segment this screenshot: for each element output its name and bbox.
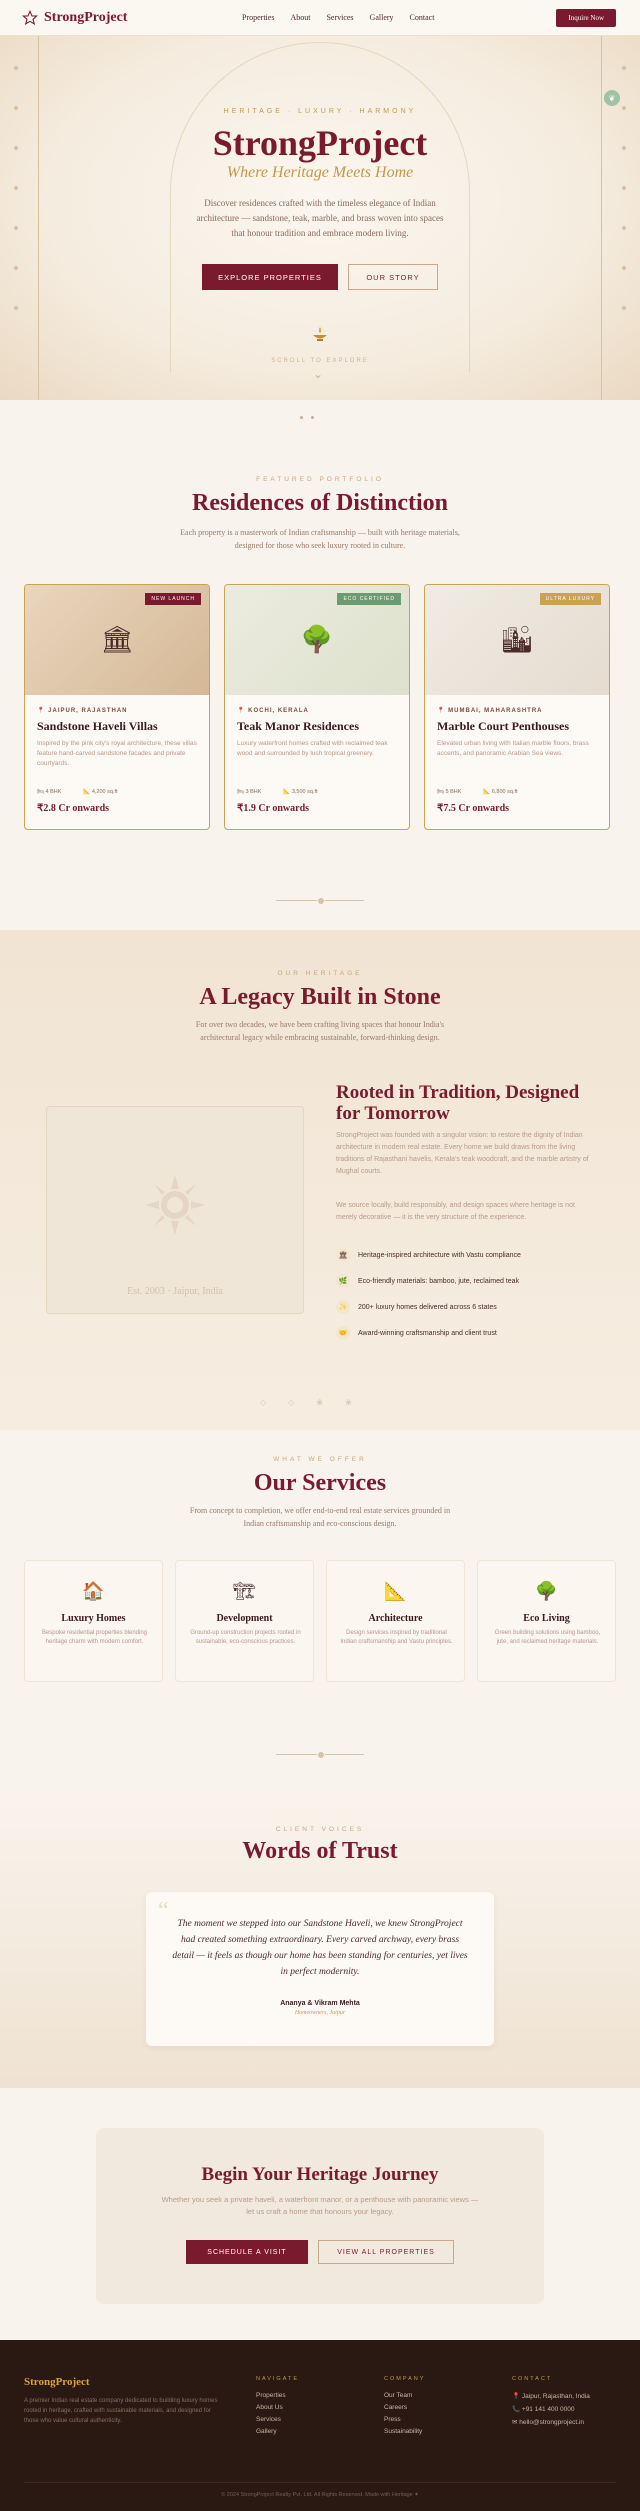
- property-cards: [24, 584, 610, 830]
- legacy-lead: For over two decades, we have been crafting living spaces that honour India's architectural legacy while embracing sustainable, forward-thinking design.: [195, 1020, 445, 1042]
- quote-mark-icon: “: [158, 1898, 169, 1924]
- footer-description: A premier Indian real estate company dedicated to building luxury homes rooted in heritage, crafted with sustainable materials, and designed for those who value cultural authenticity.: [24, 2398, 218, 2424]
- legacy-heading: Rooted in Tradition, Designed for Tomorrow: [336, 1082, 580, 1124]
- bed-icon: 🛏 4 BHK: [37, 789, 62, 795]
- testimonial-author: Ananya & Vikram Mehta: [280, 2000, 360, 2007]
- footer-link[interactable]: Properties: [256, 2392, 286, 2399]
- hero-subtitle: Where Heritage Meets Home: [226, 164, 414, 181]
- top-navbar: [0, 0, 640, 36]
- hero-description: Discover residences crafted with the timeless elegance of Indian architecture — sandstone, teak, marble, and brass woven into spaces that honour tradition and embrace modern living.: [196, 198, 444, 238]
- pin-icon: 📍: [437, 708, 446, 714]
- section-divider: [276, 1750, 364, 1758]
- property-description: Inspired by the pink city's royal architecture, these villas feature hand-carved sandstone facades and private courtyards.: [37, 740, 197, 767]
- property-tag: NEW LAUNCH: [145, 593, 201, 605]
- property-card[interactable]: [224, 584, 410, 830]
- footer-link[interactable]: Gallery: [256, 2428, 277, 2435]
- property-price: ₹7.5 Cr onwards: [437, 803, 510, 814]
- property-location: 📍 JAIPUR, RAJASTHAN: [37, 708, 128, 714]
- property-image: [25, 585, 209, 695]
- leaf-badge-icon: ❦: [604, 90, 620, 106]
- feature-item: ✨ 200+ luxury homes delivered across 6 states: [336, 1300, 521, 1314]
- motif-icon: ❀: [316, 1398, 324, 1407]
- crane-icon: 🏗: [233, 1581, 256, 1601]
- portfolio-lead: Each property is a masterwork of Indian craftsmanship — built with heritage materials, designed for those who seek luxury rooted in culture.: [180, 528, 460, 550]
- property-meta: [37, 789, 118, 795]
- legacy-title: A Legacy Built in Stone: [199, 984, 441, 1010]
- feature-item: 🤝 Award-winning craftsmanship and client trust: [336, 1326, 521, 1340]
- property-tag: ULTRA LUXURY: [540, 593, 601, 605]
- footer-column-title: NAVIGATE: [256, 2376, 299, 2382]
- building-icon: 🏛: [100, 625, 134, 654]
- footer-brand[interactable]: StrongProject: [24, 2376, 90, 2388]
- tree-icon: 🌳: [300, 625, 334, 654]
- sparkle-icon: ✨: [336, 1300, 350, 1314]
- property-meta: [437, 789, 518, 795]
- service-description: Ground-up construction projects rooted in sustainable, eco-conscious practices.: [190, 1630, 301, 1645]
- legacy-image: [46, 1106, 304, 1314]
- service-description: Green building solutions using bamboo, jute, and reclaimed heritage materials.: [494, 1630, 601, 1645]
- property-meta: [237, 789, 318, 795]
- footer-contact-email[interactable]: ✉ hello@strongproject.in: [512, 2419, 585, 2426]
- footer-link[interactable]: Our Team: [384, 2392, 413, 2399]
- footer-link[interactable]: About Us: [256, 2404, 283, 2411]
- nav-link-about[interactable]: About: [290, 13, 311, 22]
- property-card[interactable]: [424, 584, 610, 830]
- nav-link-services[interactable]: Services: [326, 13, 354, 22]
- property-name: Sandstone Haveli Villas: [37, 719, 158, 733]
- city-icon: 🏙: [500, 625, 534, 654]
- services-lead: From concept to completion, we offer end-to-end real estate services grounded in Indian craftsmanship and eco-conscious design.: [189, 1506, 451, 1528]
- footer-column-title: CONTACT: [512, 2376, 553, 2382]
- testimonial-card: [146, 1892, 494, 2046]
- service-card[interactable]: [24, 1560, 163, 1682]
- testimonial-quote: The moment we stepped into our Sandstone Haveli, we knew StrongProject had created something extraordinary. Every carved archway, every brass detail — it feels as though our home has been standing for centuries, yet lives in perfect modernity.: [172, 1919, 468, 1977]
- property-price: ₹2.8 Cr onwards: [37, 803, 110, 814]
- service-card[interactable]: [477, 1560, 616, 1682]
- legacy-feature-list: [336, 1248, 521, 1340]
- feature-item: 🏛 Heritage-inspired architecture with Vastu compliance: [336, 1248, 521, 1262]
- decorative-dots-left: [14, 66, 18, 310]
- service-card[interactable]: [326, 1560, 465, 1682]
- carousel-dots: [300, 416, 314, 419]
- area-icon: 📐 4,200 sq.ft: [83, 789, 118, 795]
- property-location: 📍 MUMBAI, MAHARASHTRA: [437, 708, 543, 714]
- chevron-down-icon[interactable]: ⌄: [313, 367, 324, 381]
- footer: [0, 2340, 640, 2511]
- temple-icon: 🏛: [336, 1248, 350, 1262]
- our-story-button[interactable]: OUR STORY: [348, 264, 438, 290]
- nav-link-properties[interactable]: Properties: [242, 13, 275, 22]
- services-kicker: WHAT WE OFFER: [273, 1456, 367, 1463]
- star-logo-icon: [22, 10, 38, 26]
- testimonial-kicker: CLIENT VOICES: [275, 1826, 365, 1833]
- schedule-visit-button[interactable]: SCHEDULE A VISIT: [186, 2240, 308, 2264]
- property-location: 📍 KOCHI, KERALA: [237, 708, 309, 714]
- property-image: [225, 585, 409, 695]
- testimonial-role: Homeowners, Jaipur: [294, 2010, 346, 2016]
- footer-navigate-column: [256, 2376, 299, 2440]
- feature-item: 🌿 Eco-friendly materials: bamboo, jute, reclaimed teak: [336, 1274, 521, 1288]
- property-card[interactable]: [24, 584, 210, 830]
- footer-link[interactable]: Services: [256, 2416, 281, 2423]
- footer-link[interactable]: Careers: [384, 2404, 408, 2411]
- house-icon: 🏠: [82, 1581, 105, 1601]
- bed-icon: 🛏 5 BHK: [437, 789, 462, 795]
- services-grid: [24, 1560, 616, 1682]
- cta-description: Whether you seek a private haveli, a waterfront manor, or a penthouse with panoramic views — let us craft a home that honours your legacy.: [161, 2195, 479, 2216]
- footer-contact-address: 📍 Jaipur, Rajasthan, India: [512, 2393, 590, 2400]
- property-name: Marble Court Penthouses: [437, 719, 569, 733]
- tree-icon: 🌳: [535, 1581, 558, 1601]
- testimonial-title: Words of Trust: [242, 1838, 398, 1864]
- service-title: Luxury Homes: [61, 1613, 126, 1624]
- property-tag: ECO CERTIFIED: [337, 593, 401, 605]
- decorative-motif-row: [260, 1398, 352, 1407]
- sun-motif-icon: [143, 1173, 207, 1237]
- footer-copyright: © 2024 StrongProject Realty Pvt. Ltd. All Rights Reserved. Made with Heritage ✦: [221, 2492, 419, 2498]
- section-divider: [276, 896, 364, 904]
- pin-icon: 📍: [237, 708, 246, 714]
- portfolio-title: Residences of Distinction: [192, 490, 448, 516]
- legacy-kicker: OUR HERITAGE: [277, 970, 363, 977]
- leaf-icon: 🌿: [336, 1274, 350, 1288]
- bed-icon: 🛏 3 BHK: [237, 789, 262, 795]
- brand-logo[interactable]: [22, 10, 127, 26]
- service-title: Eco Living: [523, 1613, 570, 1624]
- cta-banner: [96, 2128, 544, 2304]
- service-description: Design services inspired by traditional Indian craftsmanship and Vastu principles.: [340, 1630, 453, 1645]
- footer-contact-column: [512, 2376, 590, 2431]
- decorative-dots-right: [622, 66, 626, 310]
- handshake-icon: 🤝: [336, 1326, 350, 1340]
- nav-link-gallery[interactable]: Gallery: [369, 13, 394, 22]
- motif-icon: ❀: [345, 1398, 352, 1407]
- hero-frame-left: [38, 36, 39, 400]
- hero-frame-right: [601, 36, 602, 400]
- hero-kicker: HERITAGE · LUXURY · HARMONY: [223, 108, 417, 115]
- area-icon: 📐 6,800 sq.ft: [483, 789, 518, 795]
- legacy-paragraph-1: StrongProject was founded with a singular vision: to restore the dignity of Indian architecture in modern real estate. Every home we build draws from the living traditions of Rajasthani havelis, Kerala's teak woodcraft, and the marble artistry of Mughal courts.: [336, 1132, 589, 1175]
- cta-title: Begin Your Heritage Journey: [201, 2164, 439, 2185]
- services-title: Our Services: [253, 1470, 387, 1496]
- motif-icon: ◇: [260, 1398, 267, 1407]
- inquire-now-button[interactable]: Inquire Now: [556, 9, 616, 27]
- property-name: Teak Manor Residences: [237, 719, 360, 733]
- service-card[interactable]: [175, 1560, 314, 1682]
- footer-link[interactable]: Sustainability: [384, 2428, 423, 2435]
- area-icon: 📐 3,500 sq.ft: [283, 789, 318, 795]
- service-description: Bespoke residential properties blending heritage charm with modern comfort.: [41, 1630, 148, 1645]
- footer-contact-phone[interactable]: 📞 +91 141 400 0000: [512, 2406, 575, 2413]
- footer-company-column: [384, 2376, 425, 2440]
- property-description: Luxury waterfront homes crafted with reclaimed teak wood and surrounded by lush tropical greenery.: [237, 740, 388, 757]
- legacy-image-caption: Est. 2003 · Jaipur, India: [127, 1286, 223, 1297]
- motif-icon: ◇: [288, 1398, 295, 1407]
- view-all-properties-button[interactable]: VIEW ALL PROPERTIES: [318, 2240, 454, 2264]
- legacy-paragraph-2: We source locally, build responsibly, and design spaces where heritage is not merely decorative — it is the very structure of the experience.: [336, 1202, 575, 1221]
- diya-lamp-icon: [311, 326, 329, 342]
- triangle-ruler-icon: 📐: [384, 1581, 407, 1601]
- hero-title: StrongProject: [212, 123, 428, 163]
- property-image: [425, 585, 609, 695]
- explore-properties-button[interactable]: EXPLORE PROPERTIES: [202, 264, 338, 290]
- portfolio-kicker: FEATURED PORTFOLIO: [256, 476, 384, 483]
- service-title: Development: [216, 1613, 273, 1624]
- property-price: ₹1.9 Cr onwards: [237, 803, 310, 814]
- brand-name: StrongProject: [44, 9, 128, 25]
- nav-link-contact[interactable]: Contact: [409, 13, 435, 22]
- footer-column-title: COMPANY: [384, 2376, 426, 2382]
- scroll-hint: SCROLL TO EXPLORE: [271, 358, 369, 364]
- property-description: Elevated urban living with Italian marble floors, brass accents, and panoramic Arabian Sea views.: [437, 740, 589, 757]
- service-title: Architecture: [368, 1613, 423, 1624]
- pin-icon: 📍: [37, 708, 46, 714]
- footer-divider: [24, 2482, 616, 2483]
- hero-section: [0, 36, 640, 400]
- footer-link[interactable]: Press: [384, 2416, 401, 2423]
